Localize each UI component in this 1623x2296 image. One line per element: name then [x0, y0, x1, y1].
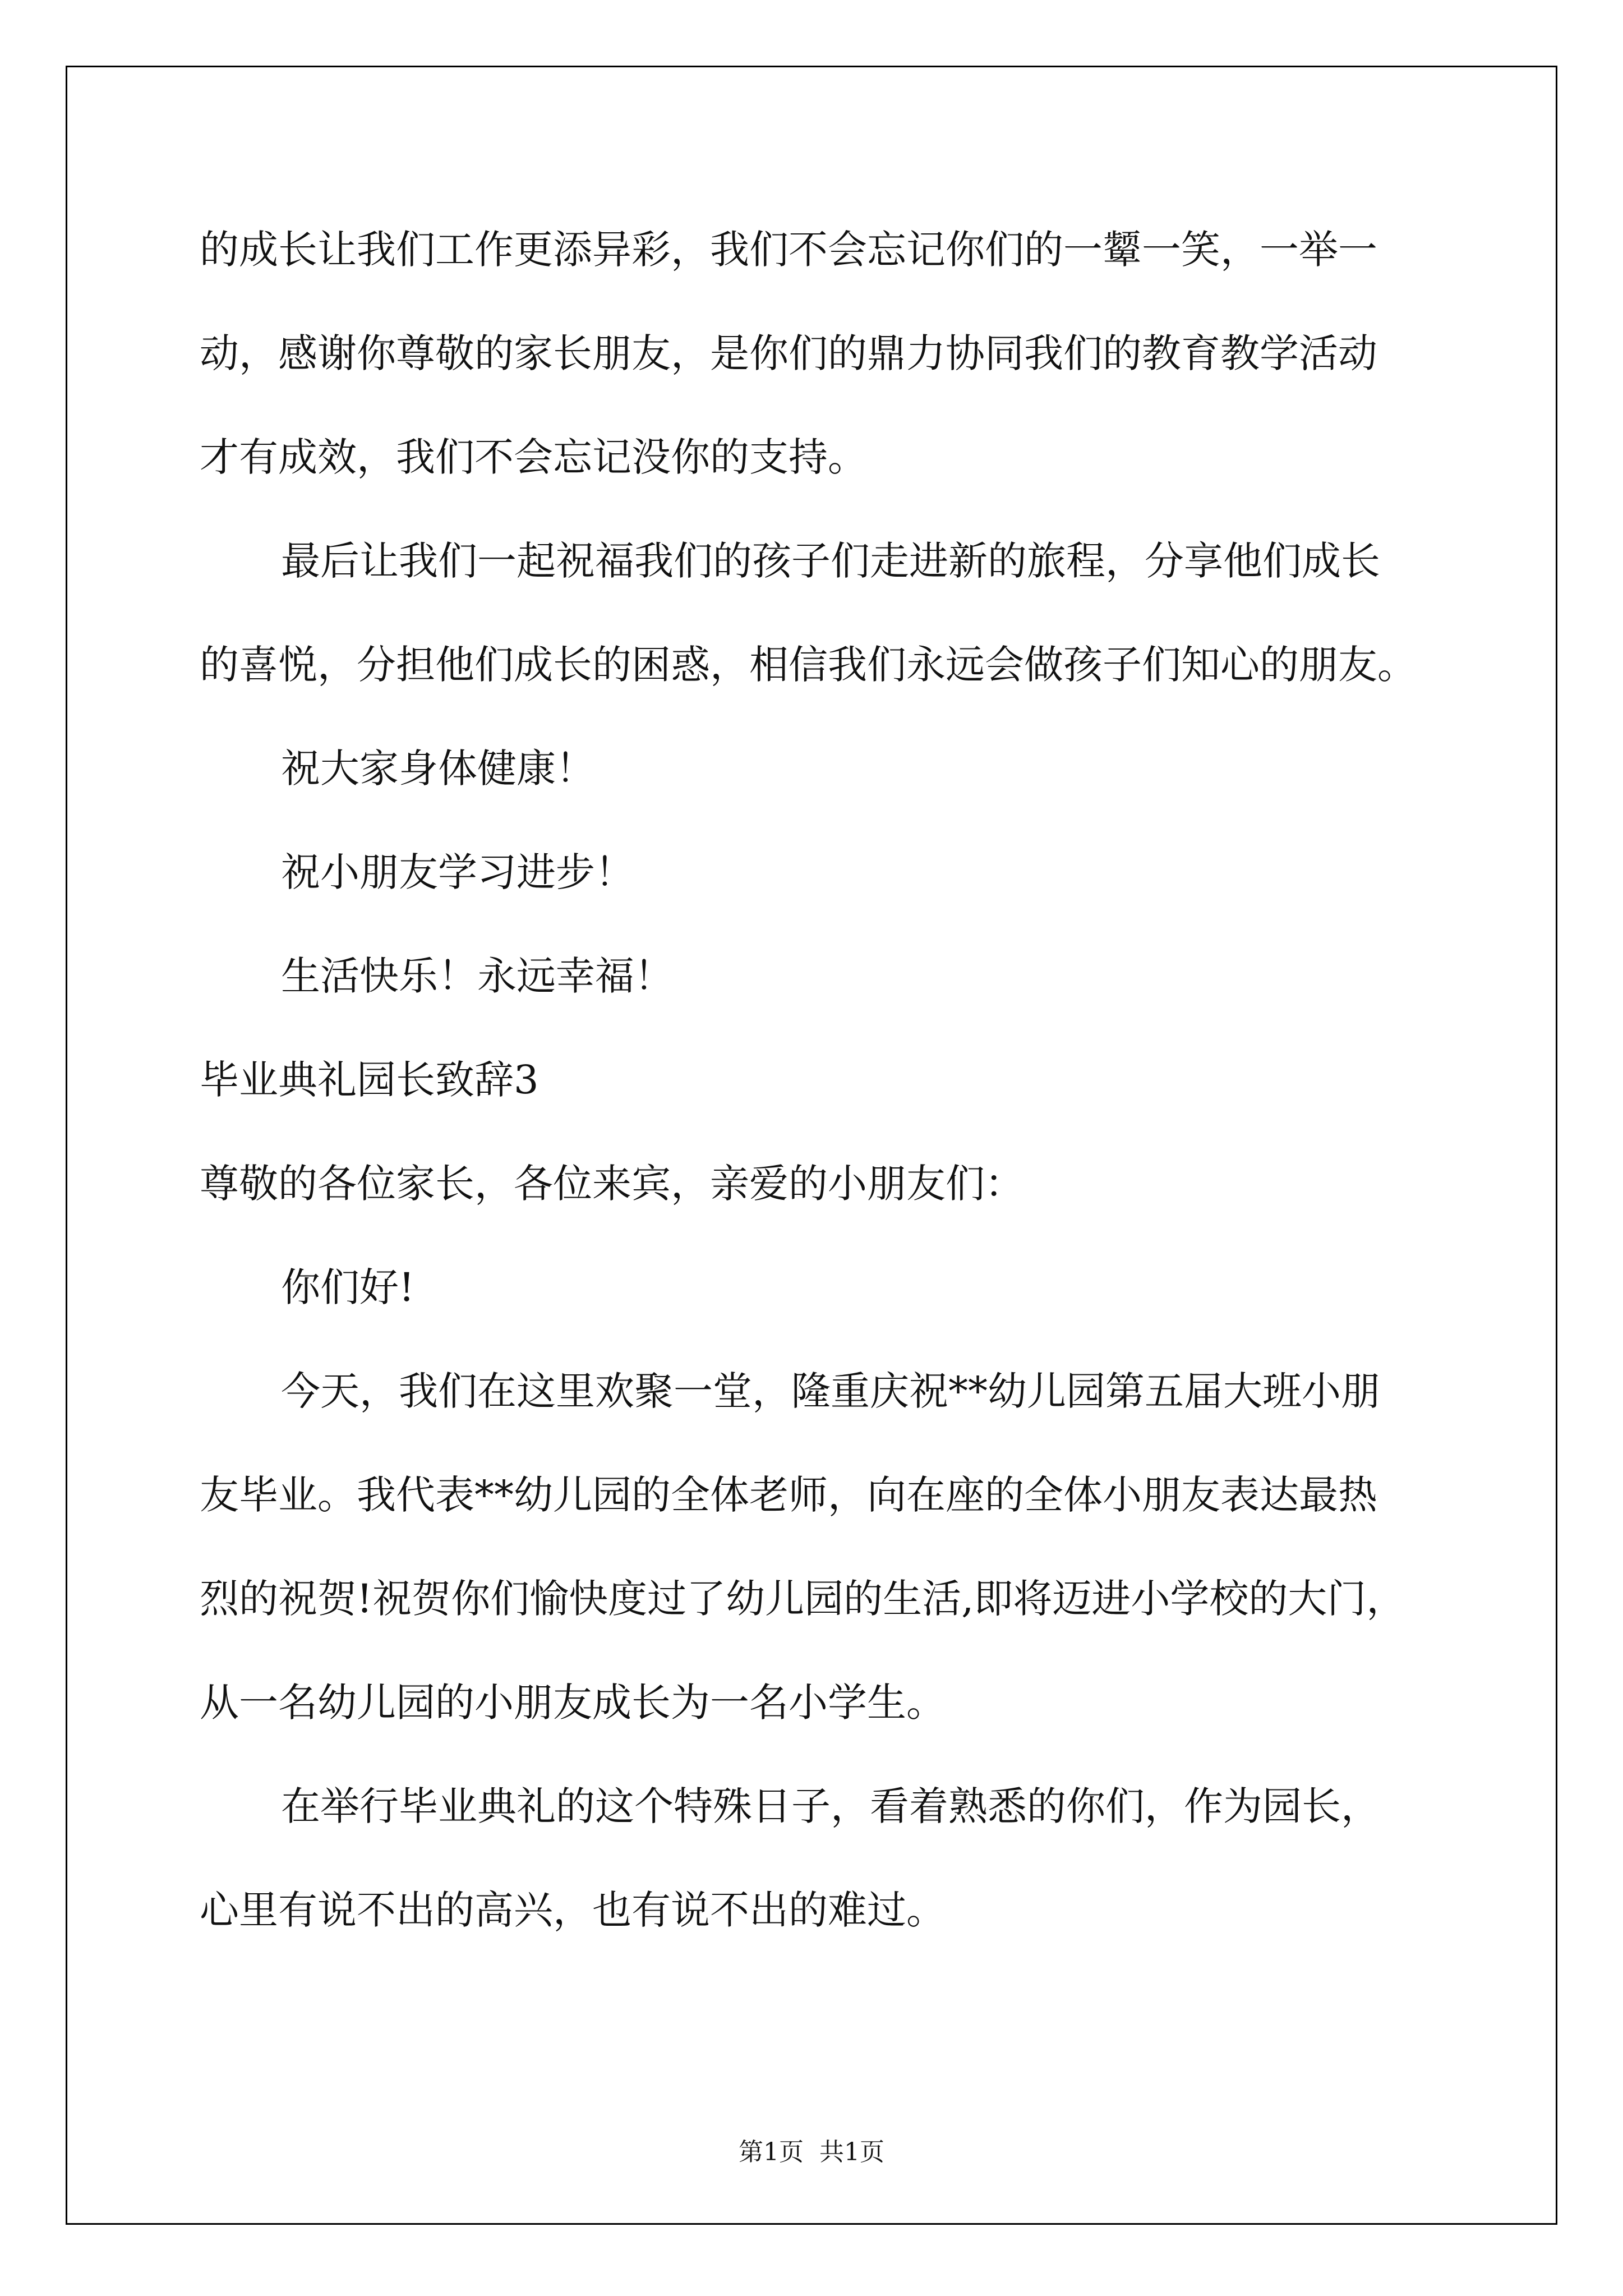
paragraph-line: 心里有说不出的高兴，也有说不出的难过。: [200, 1887, 946, 1933]
page-number-footer: 第1页 共1页: [739, 2138, 884, 2166]
paragraph-line: 今天，我们在这里欢聚一堂，隆重庆祝**幼儿园第五届大班小朋: [281, 1368, 1380, 1414]
paragraph-line: 祝小朋友学习进步！: [281, 849, 634, 895]
section-heading: 毕业典礼园长致辞3: [200, 1057, 539, 1103]
paragraph-line: 才有成效，我们不会忘记没你的支持。: [200, 434, 867, 480]
paragraph-line: 生活快乐！永远幸福！: [281, 953, 674, 999]
greeting: 你们好!: [281, 1264, 415, 1310]
paragraph-line: 动，感谢你尊敬的家长朋友，是你们的鼎力协同我们的教育教学活动: [200, 330, 1377, 376]
paragraph-line: 友毕业。我代表**幼儿园的全体老师，向在座的全体小朋友表达最热: [200, 1472, 1377, 1518]
paragraph-line: 在举行毕业典礼的这个特殊日子，看着熟悉的你们，作为园长，: [281, 1783, 1380, 1829]
salutation: 尊敬的各位家长，各位来宾，亲爱的小朋友们：: [200, 1161, 1024, 1207]
paragraph-line: 烈的祝贺!祝贺你们愉快度过了幼儿园的生活,即将迈进小学校的大门，: [200, 1576, 1406, 1622]
paragraph-line: 的成长让我们工作更添异彩，我们不会忘记你们的一颦一笑，一举一: [200, 227, 1377, 273]
paragraph-line: 最后让我们一起祝福我们的孩子们走进新的旅程，分享他们成长: [281, 538, 1380, 584]
paragraph-line: 的喜悦，分担他们成长的困惑，相信我们永远会做孩子们知心的朋友。: [200, 642, 1417, 688]
paragraph-line: 祝大家身体健康！: [281, 746, 595, 792]
paragraph-line: 从一名幼儿园的小朋友成长为一名小学生。: [200, 1680, 946, 1726]
